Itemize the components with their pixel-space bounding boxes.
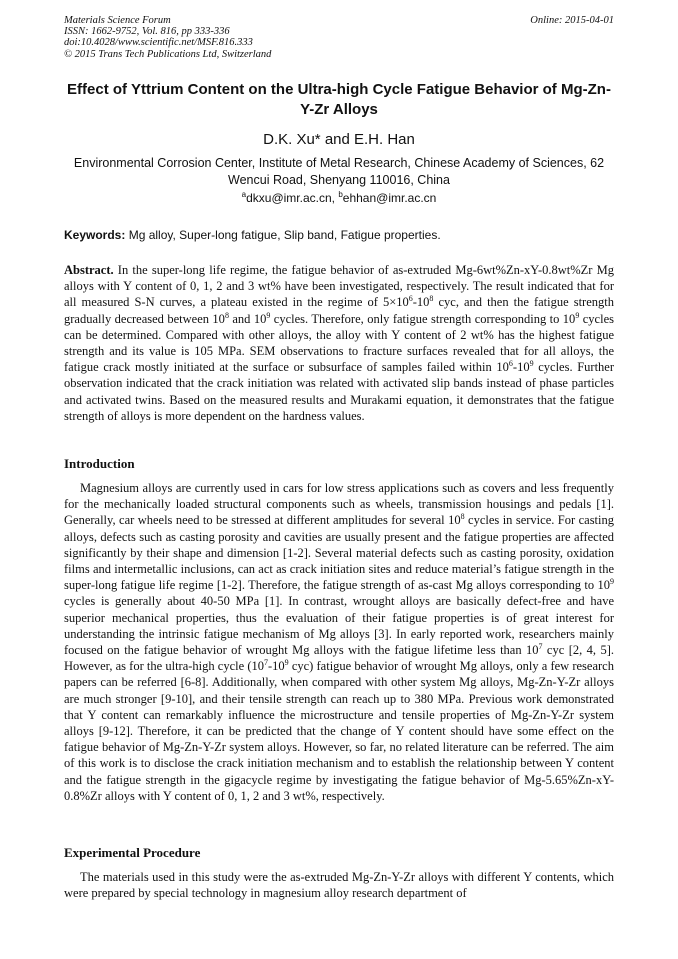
- email-b-sup: b: [338, 190, 343, 199]
- intro-sup: 8: [460, 512, 465, 522]
- abstract-label: Abstract.: [64, 263, 114, 277]
- intro-text: cyc) fatigue behavior of wrought Mg alloys, only a few research papers can be referred [6-8]. Additionally, when compared with other system Mg alloys, Mg-Zn-Y-Zr alloys are much stronger [9-10], and their tensile strength can reach up to 380 MPa. Previous work demonstrated that Y content can remarkably influence the microstructure and tensile properties of Mg-Zn-Y-Zr system alloys [9-12]. Therefore, it can be predicted that the change of Y content should have some effect on the fatigue behavior of Mg-Zn-Y-Zr system alloys. However, so far, no related literature can be referred. The aim of this work is to disclose the crack initiation mechanism and to establish the relationship between Y content and the fatigue strength in the gigacycle regime by investigating the fatigue behavior of Mg-5.65%Zn-xY-0.8%Zr alloys with Y content of 0, 1, 2 and 3 wt%, respectively.: [64, 659, 614, 803]
- journal-doi[interactable]: doi:10.4028/www.scientific.net/MSF.816.333: [64, 37, 253, 49]
- abstract-text: -10: [412, 295, 430, 310]
- abstract-text: cycles can be determined. Compared with other alloys, the alloy with Y content of 2 wt% has the highest fatigue strength and its value is 105 MPa. SEM observations to fracture surfaces revealed that for all alloys, the fatigue crack mostly initiated at the surface or subsurface of samples failed within 10: [64, 311, 614, 375]
- abstract: [64, 262, 614, 424]
- abstract-sup: 9: [266, 310, 271, 320]
- online-date: Online: 2015-04-01: [530, 15, 614, 26]
- intro-text: Magnesium alloys are currently used in cars for low stress applications such as covers and less frequently for the mechanically loaded structural components such as wheels, transmission housings and pedals [1]. Generally, car wheels need to be stressed at different amplitudes for several 10: [64, 481, 614, 528]
- abstract-sup: 9: [529, 359, 534, 369]
- author-emails: [64, 191, 614, 205]
- abstract-sup: 8: [224, 310, 229, 320]
- abstract-sup: 6: [408, 294, 413, 304]
- experimental-paragraph: The materials used in this study were the as-extruded Mg-Zn-Y-Zr alloys with different Y contents, which were prepared by special technology in magnesium alloy research department of: [64, 870, 614, 901]
- keywords: [64, 228, 614, 242]
- keywords-label: Keywords:: [64, 228, 126, 242]
- experimental-heading: Experimental Procedure: [64, 845, 201, 860]
- intro-sup: 7: [538, 641, 543, 651]
- abstract-text: cyc, and then the fatigue strength gradually decreased between 10: [64, 295, 614, 326]
- email-b[interactable]: ehhan@imr.ac.cn: [342, 191, 437, 205]
- intro-sup: 7: [264, 658, 268, 668]
- email-a-sup: a: [241, 190, 247, 199]
- journal-name: Materials Science Forum: [64, 15, 171, 26]
- introduction-paragraph: [64, 480, 614, 804]
- intro-text: cycles is generally about 40-50 MPa [1]. In contrast, wrought alloys are basically defect-free and have superior mechanical properties, thus the evaluation of their fatigue properties is of great interest for understanding the intrinsic fatigue mechanism of Mg alloys [3]. In early reported work, researchers mainly focused on the fatigue behavior of wrought Mg alloys with the fatigue lifetime less than 10: [64, 594, 614, 658]
- abstract-sup: 9: [575, 310, 580, 320]
- intro-sup: 9: [610, 577, 614, 587]
- journal-copyright: © 2015 Trans Tech Publications Ltd, Switzerland: [64, 48, 272, 60]
- paper-title: Effect of Yttrium Content on the Ultra-high Cycle Fatigue Behavior of Mg-Zn-Y-Zr Alloys: [67, 81, 611, 118]
- intro-text: cycles in service. For casting alloys, defects such as casting porosity and cavities are usually present and the fatigue properties are affected significantly by their shape and dimension [1-2]. Several material defects such as casting porosity, oxidation films and intermetallic inclusions, can act as crack initiation sites and reduce material’s fatigue strength in the super-long fatigue life regime [1-2]. Therefore, the fatigue strength of as-cast Mg alloys corresponding to 10: [64, 513, 614, 593]
- abstract-text: -10: [512, 360, 530, 375]
- abstract-text: cycles. Further observation indicated that the crack initiation was related with activated slip bands instead of phase particles and activated twins. Based on the measured results and Murakami equation, it demonstrates that the fatigue strength of alloys is more dependent on the hardness values.: [64, 360, 615, 423]
- abstract-text: In the super-long life regime, the fatigue behavior of as-extruded Mg-6wt%Zn-xY-0.8wt%Zr Mg alloys with Y content of 0, 1, 2 and 3 wt% have been investigated, respectively. The result indicated that for all measured S-N curves, a plateau existed in the regime of 5×10: [64, 263, 614, 310]
- abstract-text: and 10: [228, 311, 267, 326]
- intro-text: cyc [2, 4, 5]. However, as for the ultra-high cycle (10: [64, 643, 614, 674]
- introduction-heading: Introduction: [64, 456, 135, 471]
- affiliation: Environmental Corrosion Center, Institute of Metal Research, Chinese Academy of Sciences, 62 Wencui Road, Shenyang 110016, China: [73, 156, 605, 187]
- intro-text: -10: [268, 659, 285, 674]
- intro-sup: 9: [284, 658, 289, 668]
- paper-authors: D.K. Xu* and E.H. Han: [263, 131, 415, 148]
- journal-issn: ISSN: 1662-9752, Vol. 816, pp 333-336: [64, 26, 230, 38]
- abstract-sup: 6: [508, 359, 513, 369]
- abstract-text: cycles. Therefore, only fatigue strength corresponding to 10: [270, 311, 576, 326]
- abstract-sup: 8: [429, 294, 434, 304]
- keywords-text: Mg alloy, Super-long fatigue, Slip band, Fatigue properties.: [125, 228, 441, 242]
- email-a[interactable]: dkxu@imr.ac.cn,: [246, 191, 339, 205]
- journal-header: [64, 15, 271, 60]
